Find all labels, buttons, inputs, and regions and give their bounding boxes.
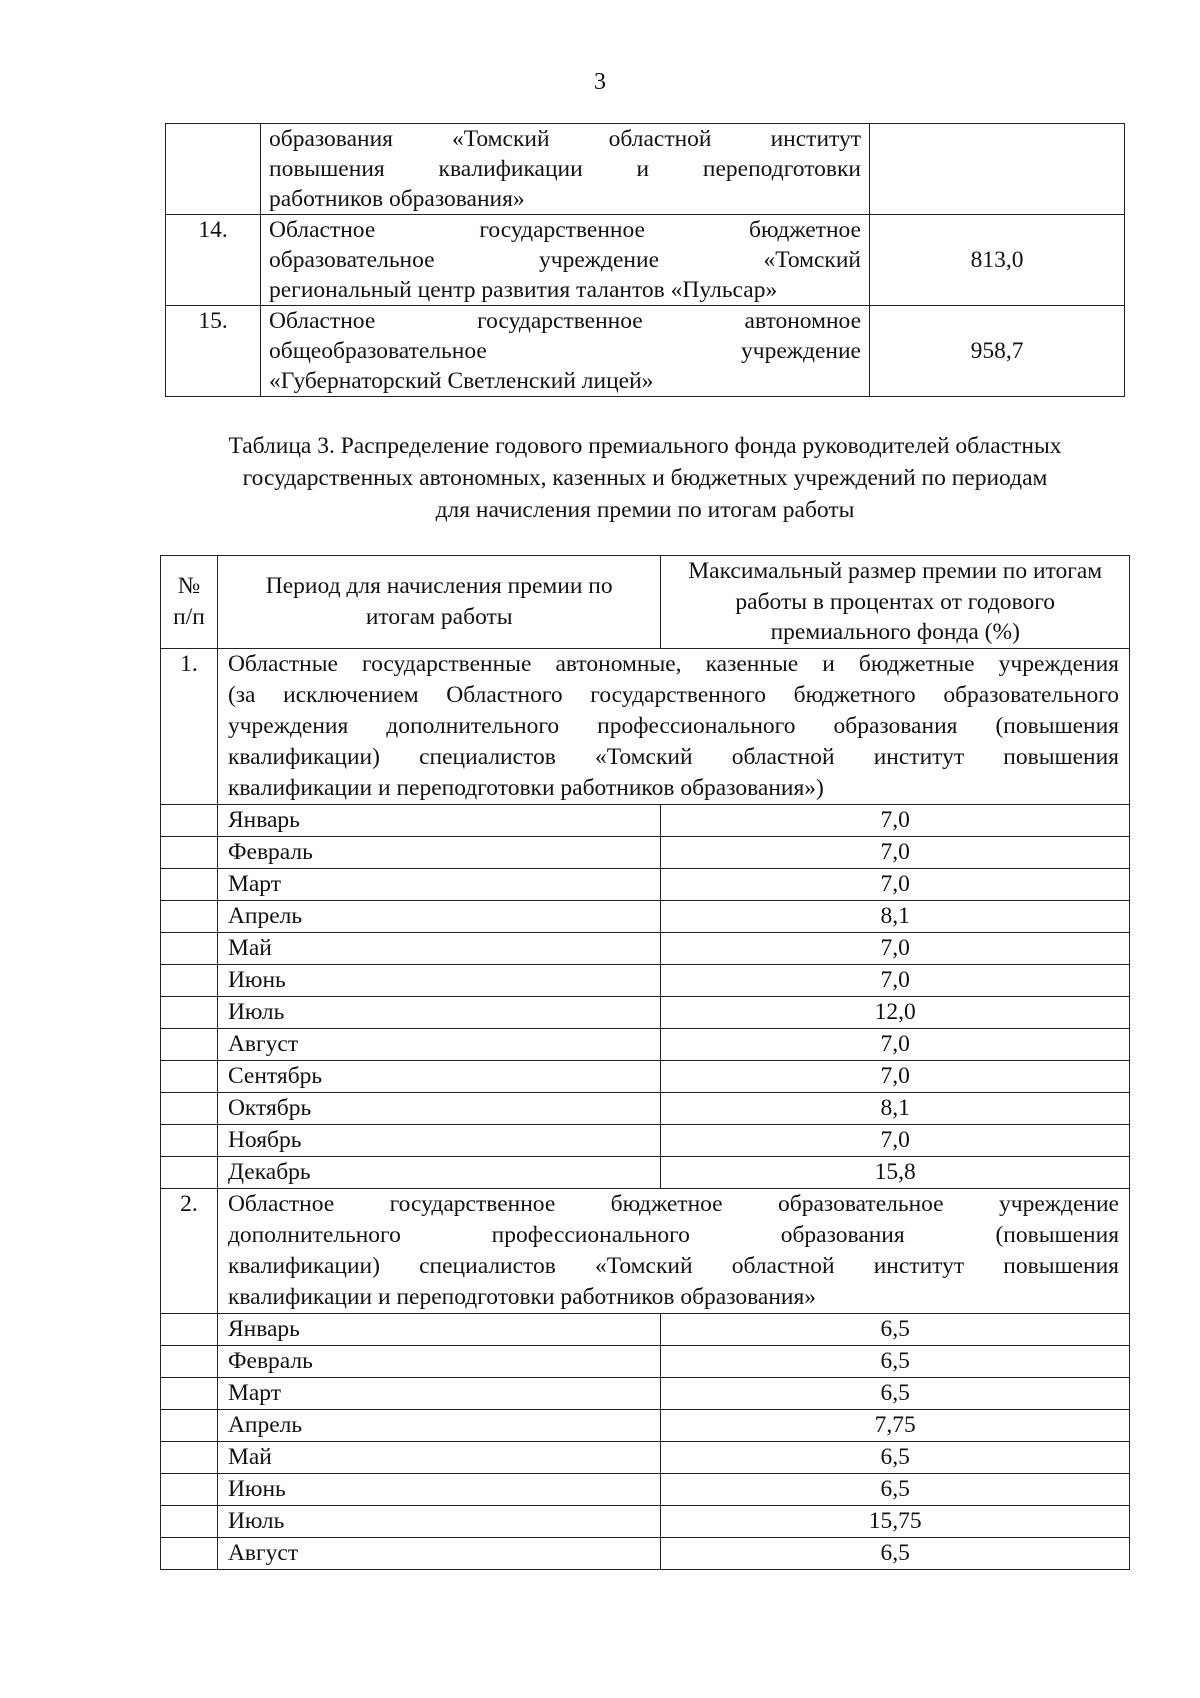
- group-row: [161, 648, 1130, 804]
- amount-value: 813,0: [870, 215, 1125, 306]
- empty-cell: [161, 1124, 218, 1156]
- month-label: Июль: [217, 996, 661, 1028]
- month-row: [161, 1409, 1130, 1441]
- month-row: [161, 1537, 1130, 1569]
- table3-caption: [160, 430, 1130, 526]
- month-row: [161, 1313, 1130, 1345]
- month-label: Апрель: [217, 900, 661, 932]
- empty-cell: [161, 1313, 218, 1345]
- bonus-percent-value: 6,5: [661, 1313, 1130, 1345]
- amount-value: 958,7: [870, 306, 1125, 397]
- month-label: Декабрь: [217, 1156, 661, 1188]
- table-row: [166, 215, 1125, 306]
- header-max-bonus: Максимальный размер премии по итогам работы в процентах от годового премиального фонда (%): [661, 556, 1130, 649]
- name-line: образовательное учреждение «Томский: [269, 247, 861, 273]
- empty-cell: [161, 1028, 218, 1060]
- month-label: Июнь: [217, 1473, 661, 1505]
- empty-cell: [161, 1473, 218, 1505]
- empty-cell: [161, 1092, 218, 1124]
- empty-cell: [161, 804, 218, 836]
- bonus-percent-value: 7,0: [661, 836, 1130, 868]
- empty-cell: [161, 1060, 218, 1092]
- empty-cell: [161, 1537, 218, 1569]
- month-label: Апрель: [217, 1409, 661, 1441]
- name-line: Областное государственное бюджетное: [269, 217, 861, 243]
- month-label: Январь: [217, 1313, 661, 1345]
- name-line: Областное государственное автономное: [269, 308, 861, 334]
- month-row: [161, 804, 1130, 836]
- name-line: работников образования»: [269, 186, 525, 212]
- institution-name: [261, 124, 870, 215]
- month-row: [161, 1092, 1130, 1124]
- empty-cell: [161, 900, 218, 932]
- bonus-percent-value: 15,8: [661, 1156, 1130, 1188]
- group-number: 1.: [161, 648, 218, 804]
- table-row: [166, 124, 1125, 215]
- empty-cell: [161, 836, 218, 868]
- empty-cell: [161, 1409, 218, 1441]
- bonus-percent-value: 7,75: [661, 1409, 1130, 1441]
- caption-line: для начисления премии по итогам работы: [435, 497, 855, 523]
- bonus-distribution-table: [160, 555, 1130, 1570]
- bonus-percent-value: 7,0: [661, 804, 1130, 836]
- group-description-line: (за исключением Областного государственного бюджетного образовательного: [227, 681, 1119, 708]
- bonus-percent-value: 15,75: [661, 1505, 1130, 1537]
- month-row: [161, 1124, 1130, 1156]
- month-row: [161, 1473, 1130, 1505]
- group-description-line: Областное государственное бюджетное образовательное учреждение: [227, 1190, 1119, 1217]
- group-description-line: квалификации) специалистов «Томский областной институт повышения: [227, 1252, 1119, 1279]
- bonus-percent-value: 7,0: [661, 932, 1130, 964]
- bonus-percent-value: 7,0: [661, 1028, 1130, 1060]
- month-label: Март: [217, 1377, 661, 1409]
- amount-value: [870, 124, 1125, 215]
- group-number: 2.: [161, 1188, 218, 1313]
- institution-name: [261, 306, 870, 397]
- month-label: Ноябрь: [217, 1124, 661, 1156]
- month-row: [161, 836, 1130, 868]
- month-label: Октябрь: [217, 1092, 661, 1124]
- month-label: Июнь: [217, 964, 661, 996]
- empty-cell: [161, 1345, 218, 1377]
- empty-cell: [161, 1156, 218, 1188]
- month-row: [161, 1345, 1130, 1377]
- table-header-row: [161, 556, 1130, 649]
- caption-line: государственных автономных, казенных и бюджетных учреждений по периодам: [242, 465, 1048, 491]
- name-line: «Губернаторский Светленский лицей»: [269, 368, 654, 394]
- row-number: [166, 124, 261, 215]
- empty-cell: [161, 1441, 218, 1473]
- empty-cell: [161, 1377, 218, 1409]
- month-label: Февраль: [217, 836, 661, 868]
- month-label: Февраль: [217, 1345, 661, 1377]
- caption-line: Таблица 3. Распределение годового премиального фонда руководителей областных: [228, 433, 1062, 459]
- bonus-percent-value: 6,5: [661, 1537, 1130, 1569]
- group-description-line: квалификации и переподготовки работников образования»): [227, 774, 824, 801]
- month-row: [161, 996, 1130, 1028]
- bonus-percent-value: 7,0: [661, 1060, 1130, 1092]
- row-number: 15.: [166, 306, 261, 397]
- group-description-line: учреждения дополнительного профессионального образования (повышения: [227, 712, 1119, 739]
- page-number: 3: [594, 69, 606, 95]
- row-number: 14.: [166, 215, 261, 306]
- empty-cell: [161, 964, 218, 996]
- name-line: образования «Томский областной институт: [269, 126, 861, 152]
- group-description: [217, 1188, 1129, 1313]
- bonus-percent-value: 7,0: [661, 868, 1130, 900]
- group-description-line: квалификации) специалистов «Томский областной институт повышения: [227, 743, 1119, 770]
- month-label: Август: [217, 1537, 661, 1569]
- name-line: региональный центр развития талантов «Пульсар»: [269, 277, 778, 303]
- group-description-line: Областные государственные автономные, казенные и бюджетные учреждения: [227, 650, 1119, 677]
- month-label: Май: [217, 932, 661, 964]
- group-description: [217, 648, 1129, 804]
- name-line: повышения квалификации и переподготовки: [269, 156, 861, 182]
- group-row: [161, 1188, 1130, 1313]
- month-label: Май: [217, 1441, 661, 1473]
- empty-cell: [161, 868, 218, 900]
- empty-cell: [161, 932, 218, 964]
- month-row: [161, 1441, 1130, 1473]
- empty-cell: [161, 1505, 218, 1537]
- month-row: [161, 1060, 1130, 1092]
- month-row: [161, 900, 1130, 932]
- header-number: № п/п: [161, 556, 218, 649]
- table-row: [166, 306, 1125, 397]
- empty-cell: [161, 996, 218, 1028]
- bonus-percent-value: 6,5: [661, 1441, 1130, 1473]
- month-row: [161, 1156, 1130, 1188]
- bonus-percent-value: 6,5: [661, 1473, 1130, 1505]
- month-row: [161, 964, 1130, 996]
- bonus-percent-value: 6,5: [661, 1377, 1130, 1409]
- bonus-percent-value: 7,0: [661, 964, 1130, 996]
- group-description-line: дополнительного профессионального образования (повышения: [227, 1221, 1119, 1248]
- bonus-percent-value: 12,0: [661, 996, 1130, 1028]
- month-label: Август: [217, 1028, 661, 1060]
- header-period: Период для начисления премии по итогам работы: [217, 556, 661, 649]
- group-description-line: квалификации и переподготовки работников образования»: [227, 1283, 817, 1310]
- bonus-percent-value: 8,1: [661, 1092, 1130, 1124]
- bonus-percent-value: 6,5: [661, 1345, 1130, 1377]
- month-label: Январь: [217, 804, 661, 836]
- month-row: [161, 932, 1130, 964]
- month-row: [161, 1377, 1130, 1409]
- month-label: Сентябрь: [217, 1060, 661, 1092]
- bonus-percent-value: 8,1: [661, 900, 1130, 932]
- month-label: Июль: [217, 1505, 661, 1537]
- month-row: [161, 868, 1130, 900]
- bonus-percent-value: 7,0: [661, 1124, 1130, 1156]
- institution-name: [261, 215, 870, 306]
- name-line: общеобразовательное учреждение: [269, 338, 861, 364]
- month-row: [161, 1505, 1130, 1537]
- institutions-table-continuation: [165, 123, 1125, 397]
- month-row: [161, 1028, 1130, 1060]
- month-label: Март: [217, 868, 661, 900]
